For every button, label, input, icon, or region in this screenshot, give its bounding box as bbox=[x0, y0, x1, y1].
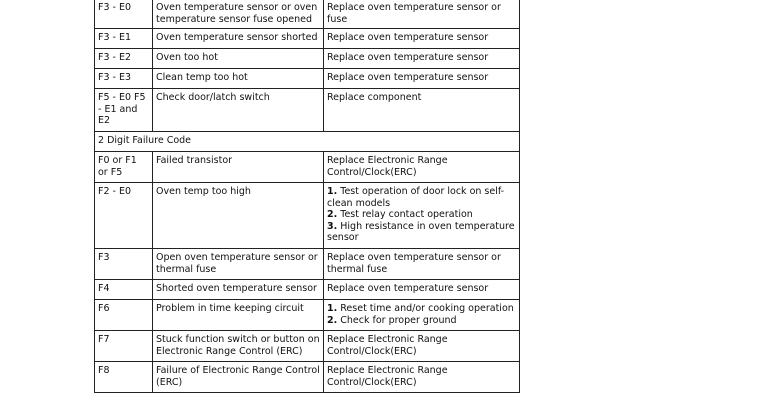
failure-code-cell: F3 - E3 bbox=[94, 68, 153, 89]
failure-code-cell: F3 - E0 bbox=[94, 0, 153, 29]
action-cell: Replace Electronic Range Control/Clock(ERC) bbox=[323, 361, 520, 393]
table-row bbox=[94, 151, 520, 182]
cause-cell: Shorted oven temperature sensor bbox=[152, 279, 324, 300]
action-cell: Replace oven temperature sensor or thermal fuse bbox=[323, 248, 520, 280]
failure-code-cell: F3 - E1 bbox=[94, 28, 153, 49]
section-header: 2 Digit Failure Code bbox=[94, 131, 520, 152]
cause-cell: Open oven temperature sensor or thermal fuse bbox=[152, 248, 324, 280]
step-number: 1. bbox=[327, 186, 338, 197]
step-number: 1. bbox=[327, 303, 338, 314]
step-number: 2. bbox=[327, 209, 338, 220]
step-text: Test relay contact operation bbox=[337, 209, 473, 220]
failure-code-cell: F5 - E0 F5 - E1 and E2 bbox=[94, 88, 153, 132]
step-text: Reset time and/or cooking operation bbox=[337, 303, 514, 314]
action-cell bbox=[323, 299, 520, 331]
table-row bbox=[94, 48, 520, 68]
section-header-row bbox=[94, 131, 520, 151]
action-cell: Replace oven temperature sensor bbox=[323, 279, 520, 300]
step-text: Test operation of door lock on self- clean models bbox=[327, 186, 505, 209]
cause-cell: Stuck function switch or button on Electronic Range Control (ERC) bbox=[152, 330, 324, 362]
table-row bbox=[94, 279, 520, 299]
action-cell: Replace oven temperature sensor bbox=[323, 28, 520, 49]
table-row bbox=[94, 182, 520, 248]
step-number: 3. bbox=[327, 220, 338, 232]
action-step bbox=[327, 209, 516, 221]
failure-code-cell: F8 bbox=[94, 361, 153, 393]
failure-code-cell: F3 - E2 bbox=[94, 48, 153, 69]
action-cell: Replace Electronic Range Control/Clock(ERC) bbox=[323, 151, 520, 183]
table-row bbox=[94, 330, 520, 361]
table-row bbox=[94, 299, 520, 330]
failure-code-cell: F4 bbox=[94, 279, 153, 300]
cause-cell: Oven temperature sensor or oven temperature sensor fuse opened bbox=[152, 0, 324, 29]
action-cell: Replace oven temperature sensor bbox=[323, 48, 520, 69]
failure-code-cell: F0 or F1 or F5 bbox=[94, 151, 153, 183]
table-row bbox=[94, 361, 520, 392]
failure-code-table bbox=[94, 0, 520, 392]
failure-code-cell: F6 bbox=[94, 299, 153, 331]
cause-cell: Clean temp too hot bbox=[152, 68, 324, 89]
cause-cell: Failed transistor bbox=[152, 151, 324, 183]
cause-cell: Oven temp too high bbox=[152, 182, 324, 249]
action-cell: Replace Electronic Range Control/Clock(ERC) bbox=[323, 330, 520, 362]
action-step bbox=[327, 315, 516, 327]
failure-code-cell: F7 bbox=[94, 330, 153, 362]
cause-cell: Problem in time keeping circuit bbox=[152, 299, 324, 331]
failure-code-cell: F3 bbox=[94, 248, 153, 280]
table-row bbox=[94, 28, 520, 48]
step-text: Check for proper ground bbox=[337, 314, 457, 326]
cause-cell: Oven temperature sensor shorted bbox=[152, 28, 324, 49]
table-row bbox=[94, 0, 520, 28]
action-step bbox=[327, 221, 516, 244]
action-step bbox=[327, 186, 516, 209]
table-row bbox=[94, 248, 520, 279]
cause-cell: Check door/latch switch bbox=[152, 88, 324, 132]
action-cell bbox=[323, 182, 520, 249]
step-number: 2. bbox=[327, 314, 338, 326]
step-text: High resistance in oven temperature sensor bbox=[327, 220, 515, 243]
failure-code-cell: F2 - E0 bbox=[94, 182, 153, 249]
action-cell: Replace oven temperature sensor bbox=[323, 68, 520, 89]
action-step bbox=[327, 303, 516, 315]
cause-cell: Failure of Electronic Range Control (ERC) bbox=[152, 361, 324, 393]
action-cell: Replace component bbox=[323, 88, 520, 132]
table-row bbox=[94, 68, 520, 88]
action-cell: Replace oven temperature sensor or fuse bbox=[323, 0, 520, 29]
cause-cell: Oven too hot bbox=[152, 48, 324, 69]
table-row bbox=[94, 88, 520, 131]
